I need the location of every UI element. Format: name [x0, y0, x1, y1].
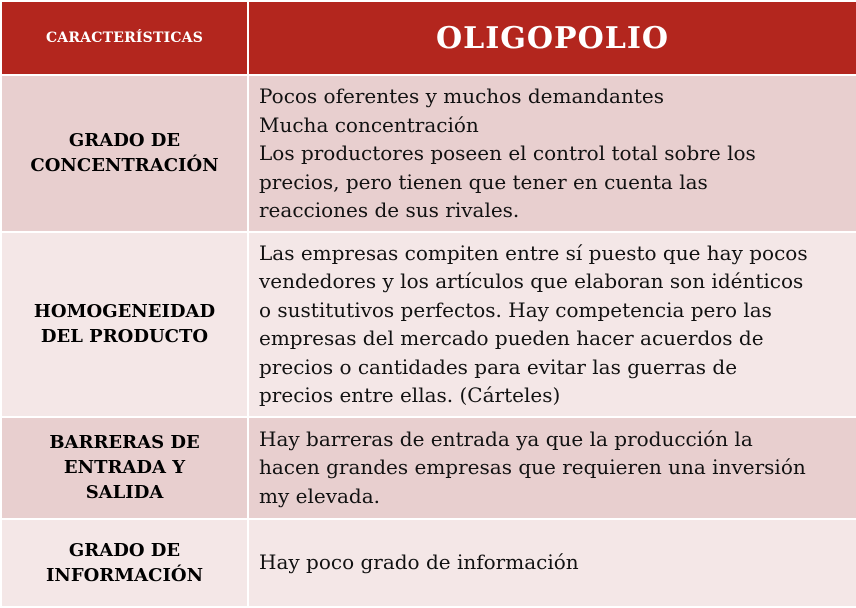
table-header-row	[1, 1, 856, 75]
desc-line: precios o cantidades para evitar las guerras de	[259, 354, 738, 379]
desc-line: Las empresas compiten entre sí puesto que hay pocos	[259, 240, 808, 265]
desc-line: Pocos oferentes y muchos demandantes	[259, 84, 664, 108]
row-desc-grado-concentracion	[248, 75, 856, 232]
row-desc-barreras	[248, 417, 856, 519]
desc-line: o sustitutivos perfectos. Hay competencia pero las	[259, 297, 772, 322]
table-row	[1, 417, 856, 519]
label-line: INFORMACIÓN	[45, 564, 204, 586]
label-line: DEL PRODUCTO	[40, 326, 209, 347]
table-row	[1, 519, 856, 607]
label-line: HOMOGENEIDAD	[33, 301, 216, 322]
table-row	[1, 232, 856, 417]
label-line: SALIDA	[85, 482, 164, 503]
row-label-grado-concentracion	[1, 75, 248, 232]
table-row	[1, 75, 856, 232]
header-oligopolio: OLIGOPOLIO	[248, 1, 856, 75]
desc-line: Hay barreras de entrada ya que la producción la	[259, 426, 753, 451]
label-line: CONCENTRACIÓN	[30, 155, 219, 177]
row-desc-informacion	[248, 519, 856, 607]
desc-line: Mucha concentración	[259, 112, 479, 137]
header-characteristics: CARACTERÍSTICAS	[1, 1, 248, 75]
desc-line: Los productores poseen el control total sobre los	[259, 141, 756, 165]
label-line: ENTRADA Y	[63, 457, 186, 478]
desc-line: empresas del mercado pueden hacer acuerdos de	[259, 326, 764, 350]
label-line: BARRERAS DE	[49, 432, 200, 453]
desc-line: precios, pero tienen que tener en cuenta las	[259, 169, 708, 194]
row-label-barreras	[1, 417, 248, 519]
desc-line: Hay poco grado de información	[259, 550, 579, 575]
desc-line: vendedores y los artículos que elaboran son idénticos	[259, 269, 804, 293]
desc-line: precios entre ellas. (Cárteles)	[259, 383, 561, 407]
desc-line: my elevada.	[259, 483, 380, 508]
label-line: GRADO DE	[68, 539, 181, 561]
row-label-informacion	[1, 519, 248, 607]
row-label-homogeneidad	[1, 232, 248, 417]
row-desc-homogeneidad	[248, 232, 856, 417]
label-line: GRADO DE	[68, 130, 181, 152]
desc-line: reacciones de sus rivales.	[259, 198, 520, 222]
desc-line: hacen grandes empresas que requieren una inversión	[259, 455, 806, 480]
